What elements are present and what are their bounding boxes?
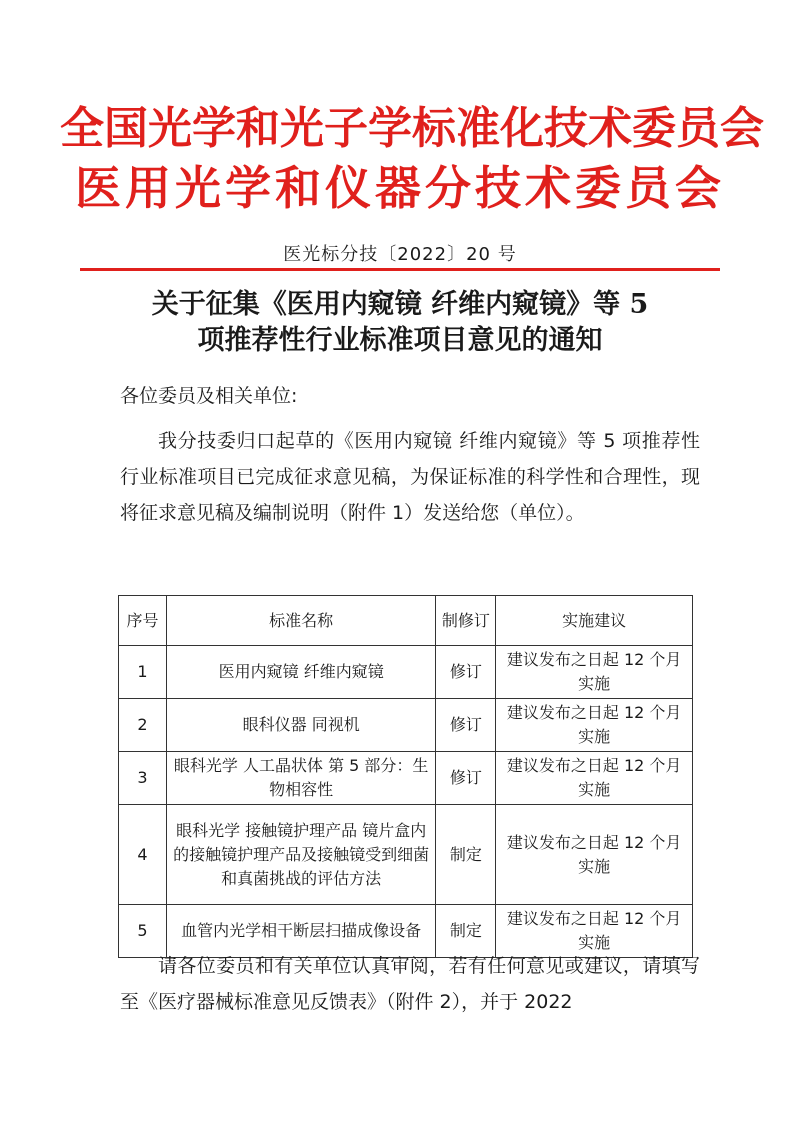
cell-name: 眼科仪器 同视机: [166, 699, 435, 752]
cell-type: 制定: [436, 905, 496, 958]
document-number: 医光标分技〔2022〕20 号: [283, 244, 517, 265]
org-name-line2: 医用光学和仪器分技术委员会: [75, 161, 725, 215]
cell-advice: 建议发布之日起 12 个月实施: [496, 805, 693, 905]
table-header-row: [119, 596, 693, 646]
salutation: 各位委员及相关单位:: [120, 385, 298, 407]
cell-name: 血管内光学相干断层扫描成像设备: [166, 905, 435, 958]
cell-seq: 4: [119, 805, 167, 905]
cell-advice: 建议发布之日起 12 个月实施: [496, 752, 693, 805]
org-name-line1: 全国光学和光子学标准化技术委员会: [60, 103, 764, 154]
cell-advice: 建议发布之日起 12 个月实施: [496, 646, 693, 699]
cell-advice: 建议发布之日起 12 个月实施: [496, 905, 693, 958]
cell-name: 医用内窥镜 纤维内窥镜: [166, 646, 435, 699]
table-row: [119, 752, 693, 805]
table-row: [119, 646, 693, 699]
cell-type: 修订: [436, 646, 496, 699]
header-advice: 实施建议: [496, 596, 693, 646]
header-name: 标准名称: [166, 596, 435, 646]
header-type: 制修订: [436, 596, 496, 646]
cell-seq: 5: [119, 905, 167, 958]
header-seq: 序号: [119, 596, 167, 646]
notice-title-line2: 项推荐性行业标准项目意见的通知: [197, 325, 603, 356]
notice-title-line1: 关于征集《医用内窥镜 纤维内窥镜》等 5: [151, 289, 649, 320]
cell-type: 修订: [436, 752, 496, 805]
cell-type: 制定: [436, 805, 496, 905]
paragraph-intro: 我分技委归口起草的《医用内窥镜 纤维内窥镜》等 5 项推荐性行业标准项目已完成征求意见稿，为保证标准的科学性和合理性，现将征求意见稿及编制说明（附件 1）发送给您（单位）。: [120, 430, 700, 524]
cell-type: 修订: [436, 699, 496, 752]
cell-name: 眼科光学 人工晶状体 第 5 部分：生物相容性: [166, 752, 435, 805]
cell-name: 眼科光学 接触镜护理产品 镜片盒内的接触镜护理产品及接触镜受到细菌和真菌挑战的评估方法: [166, 805, 435, 905]
cell-advice: 建议发布之日起 12 个月实施: [496, 699, 693, 752]
cell-seq: 1: [119, 646, 167, 699]
table-row: [119, 805, 693, 905]
cell-seq: 2: [119, 699, 167, 752]
cell-seq: 3: [119, 752, 167, 805]
header-divider: [80, 268, 720, 271]
paragraph-request: 请各位委员和有关单位认真审阅，若有任何意见或建议，请填写至《医疗器械标准意见反馈表》（附件 2），并于 2022: [120, 955, 700, 1013]
table-row: [119, 699, 693, 752]
standards-table: [118, 595, 693, 958]
